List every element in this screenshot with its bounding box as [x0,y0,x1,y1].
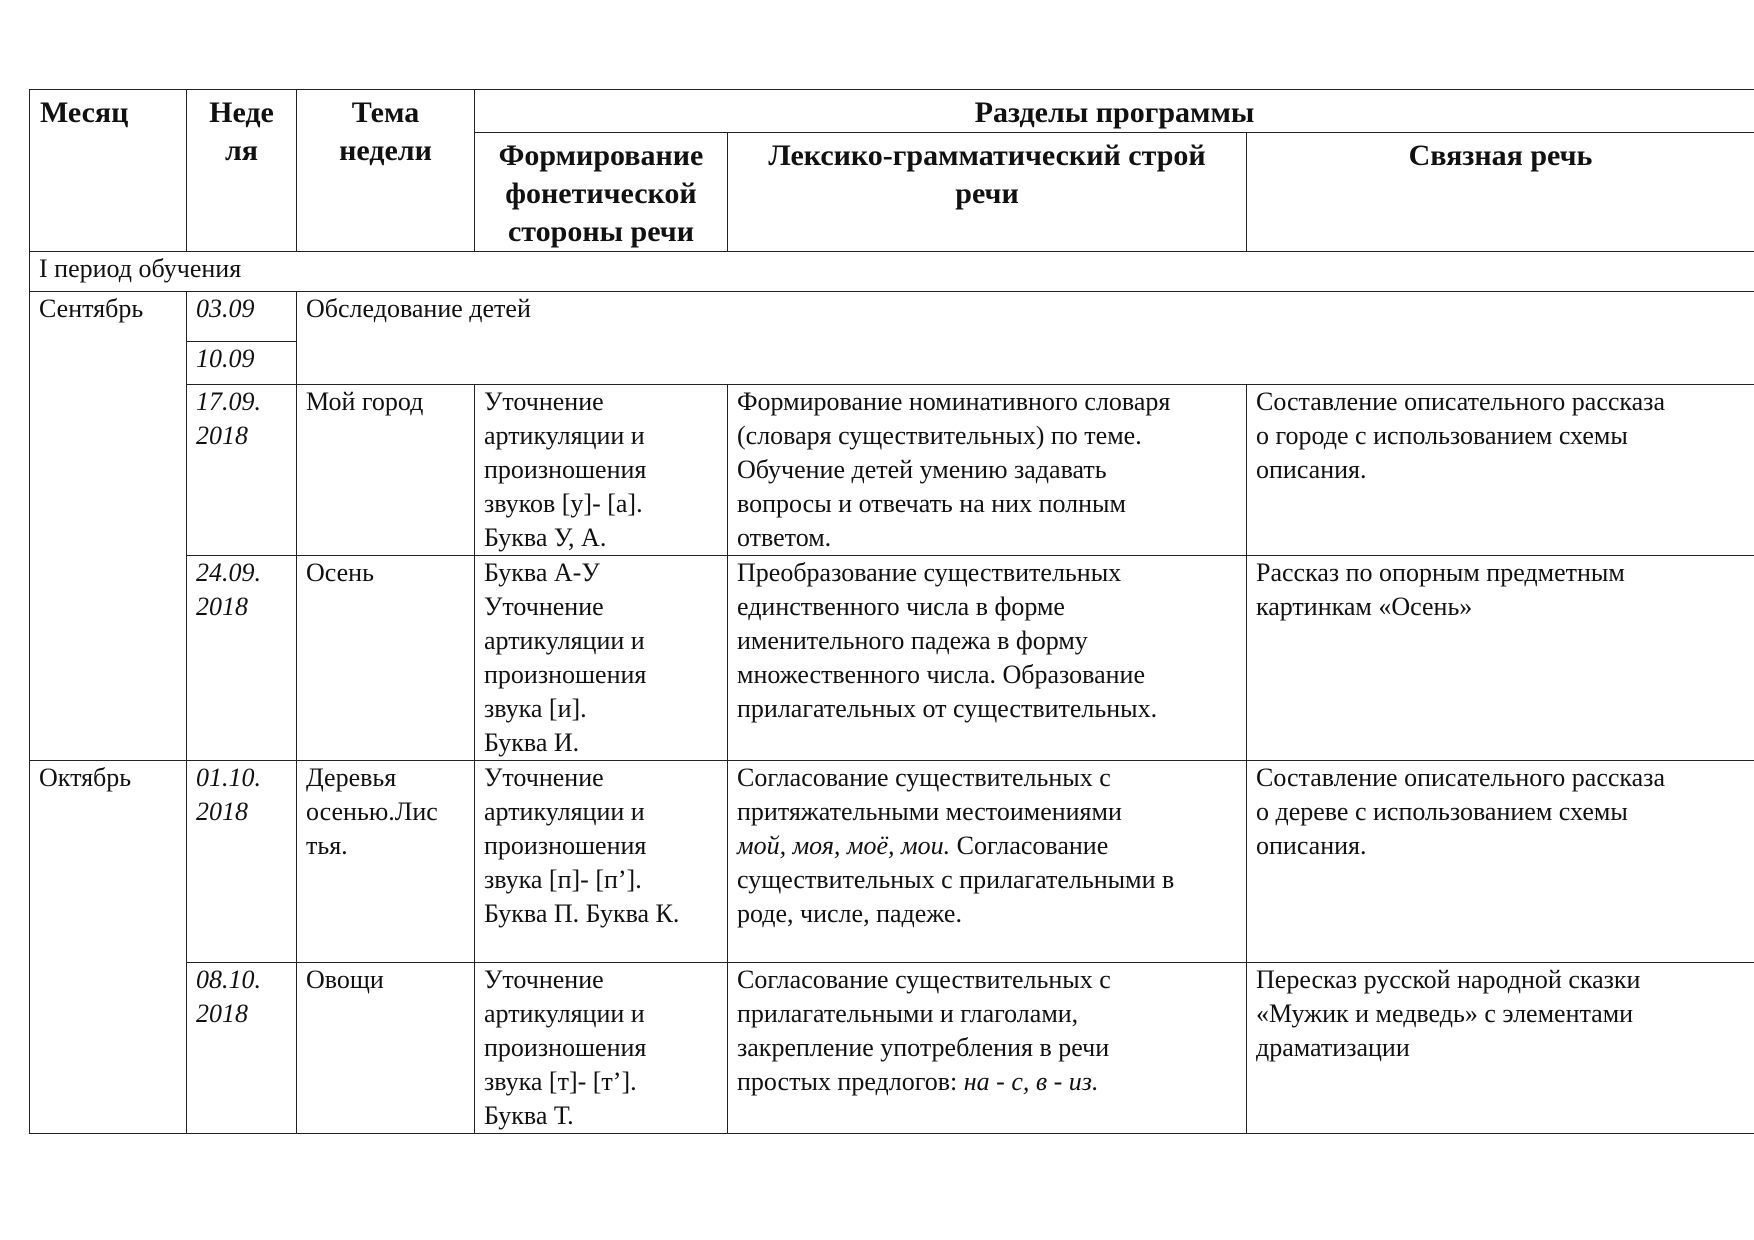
exam-week-1: 03.09 [187,292,297,342]
header-lexical: Лексико-грамматический строй речи [728,133,1247,252]
header-row-1 [30,90,1754,133]
week-date: 17.09. 2018 [187,385,297,556]
period-row [30,252,1754,292]
exam-row-1 [30,292,1754,342]
coherent-cell: Составление описательного рассказа о городе с использованием схемы описания. [1247,385,1754,556]
table-row [30,963,1754,1134]
month-september: Сентябрь [30,292,187,761]
week-date: 01.10. 2018 [187,761,297,963]
header-theme: Тема недели [297,90,475,252]
table-row [30,385,1754,556]
coherent-cell: Пересказ русской народной сказки «Мужик и медведь» с элементами драматизации [1247,963,1754,1134]
phonetic-cell: Уточнение артикуляции и произношения звука [т]- [т’]. Буква Т. [475,963,728,1134]
lexical-text-b: Согласование существительных с прилагательными в роде, числе, падеже. [737,831,1175,928]
lexical-cell [728,963,1247,1134]
phonetic-cell: Уточнение артикуляции и произношения звука [п]- [п’]. Буква П. Буква К. [475,761,728,963]
header-sections: Разделы программы [475,90,1754,133]
header-month: Месяц [30,90,187,252]
lexical-italic: мой, моя, моё, мои. [737,831,951,860]
week-theme: Осень [297,556,475,761]
lesson-plan-table [29,89,1754,1134]
month-october: Октябрь [30,761,187,1134]
header-phonetic: Формирование фонетической стороны речи [475,133,728,252]
lexical-text-a: Согласование существительных с притяжательными местоимениями [737,763,1122,826]
week-theme: Мой город [297,385,475,556]
table-row [30,556,1754,761]
lexical-cell: Преобразование существительных единственного числа в форме именительного падежа в форму множественного числа. Образование прилагательных от существительных. [728,556,1247,761]
lexical-text-a: Согласование существительных с прилагательными и глаголами, закрепление употребления в речи простых предлогов: [737,965,1111,1096]
lexical-italic: на - с, в - из. [963,1067,1099,1096]
phonetic-cell: Буква А-У Уточнение артикуляции и произношения звука [и]. Буква И. [475,556,728,761]
table-row [30,761,1754,963]
header-coherent: Связная речь [1247,133,1754,252]
header-week: Неде ля [187,90,297,252]
phonetic-cell: Уточнение артикуляции и произношения звуков [у]- [а]. Буква У, А. [475,385,728,556]
period-title: I период обучения [30,252,1754,292]
lexical-cell: Формирование номинативного словаря (словаря существительных) по теме. Обучение детей умению задавать вопросы и отвечать на них полным ответом. [728,385,1247,556]
exam-week-2: 10.09 [187,342,297,385]
lexical-cell [728,761,1247,963]
exam-text: Обследование детей [297,292,1754,385]
coherent-cell: Рассказ по опорным предметным картинкам «Осень» [1247,556,1754,761]
week-date: 08.10. 2018 [187,963,297,1134]
coherent-cell: Составление описательного рассказа о дереве с использованием схемы описания. [1247,761,1754,963]
week-theme: Овощи [297,963,475,1134]
week-date: 24.09. 2018 [187,556,297,761]
week-theme: Деревья осенью.Лис тья. [297,761,475,963]
